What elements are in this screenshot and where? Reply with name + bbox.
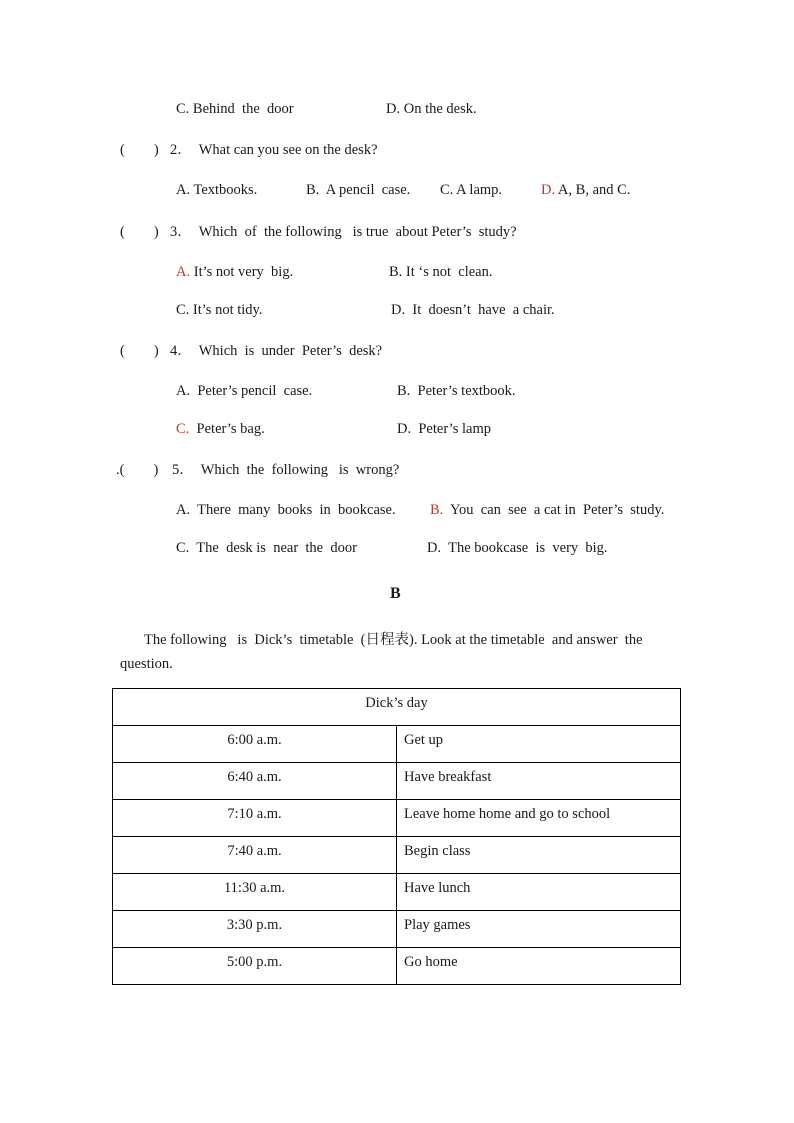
time-cell: 6:00 a.m. [113,726,397,763]
q4-option-a: A. Peter’s pencil case. [176,383,313,399]
section-b-intro: The following is Dick’s timetable (日程表). Look at the timetable and answer the [144,632,643,648]
table-row [113,948,681,985]
time-cell: 3:30 p.m. [113,911,397,948]
q4-answer-paren: ( ) [120,343,159,359]
q1-option-c: C. Behind the door [176,101,294,117]
q4-option-d: D. Peter’s lamp [397,421,491,437]
timetable-title: Dick’s day [113,689,681,726]
q5-option-b: B. You can see a cat in Peter’s study. [430,502,665,518]
time-cell: 6:40 a.m. [113,763,397,800]
q4-option-b: B. Peter’s textbook. [397,383,516,399]
activity-cell: Begin class [397,837,681,874]
section-b-intro-cont: question. [120,656,173,672]
q3-option-c: C. It’s not tidy. [176,302,263,318]
activity-cell: Play games [397,911,681,948]
table-row [113,800,681,837]
activity-cell: Have lunch [397,874,681,911]
q2-stem: 2． What can you see on the desk? [170,142,378,158]
table-row [113,837,681,874]
q4-stem: 4． Which is under Peter’s desk? [170,343,383,359]
q2-answer-paren: ( ) [120,142,159,158]
q3-option-a: A. It’s not very big. [176,264,294,280]
table-row [113,726,681,763]
q2-option-d: D. A, B, and C. [541,182,631,198]
q3-option-d: D. It doesn’t have a chair. [391,302,555,318]
table-row [113,911,681,948]
q3-answer-paren: ( ) [120,224,159,240]
activity-cell: Leave home home and go to school [397,800,681,837]
activity-cell: Go home [397,948,681,985]
table-row [113,763,681,800]
time-cell: 11:30 a.m. [113,874,397,911]
timetable-title-row [113,689,681,726]
time-cell: 7:10 a.m. [113,800,397,837]
q5-answer-paren: .( ) [116,462,159,478]
section-b-heading: B [390,585,401,602]
q3-stem: 3． Which of the following is true about Peter’s study? [170,224,517,240]
q5-option-c: C. The desk is near the door [176,540,357,556]
q2-option-a: A. Textbooks. [176,182,258,198]
q1-option-d: D. On the desk. [386,101,477,117]
q5-option-d: D. The bookcase is very big. [427,540,608,556]
time-cell: 7:40 a.m. [113,837,397,874]
q5-stem: 5． Which the following is wrong? [172,462,400,478]
table-row [113,874,681,911]
activity-cell: Have breakfast [397,763,681,800]
time-cell: 5:00 p.m. [113,948,397,985]
q2-option-b: B. A pencil case. [306,182,411,198]
q2-option-c: C. A lamp. [440,182,503,198]
q4-option-c: C. Peter’s bag. [176,421,265,437]
activity-cell: Get up [397,726,681,763]
timetable [112,688,681,985]
q3-option-b: B. It ‘s not clean. [389,264,493,280]
q5-option-a: A. There many books in bookcase. [176,502,396,518]
